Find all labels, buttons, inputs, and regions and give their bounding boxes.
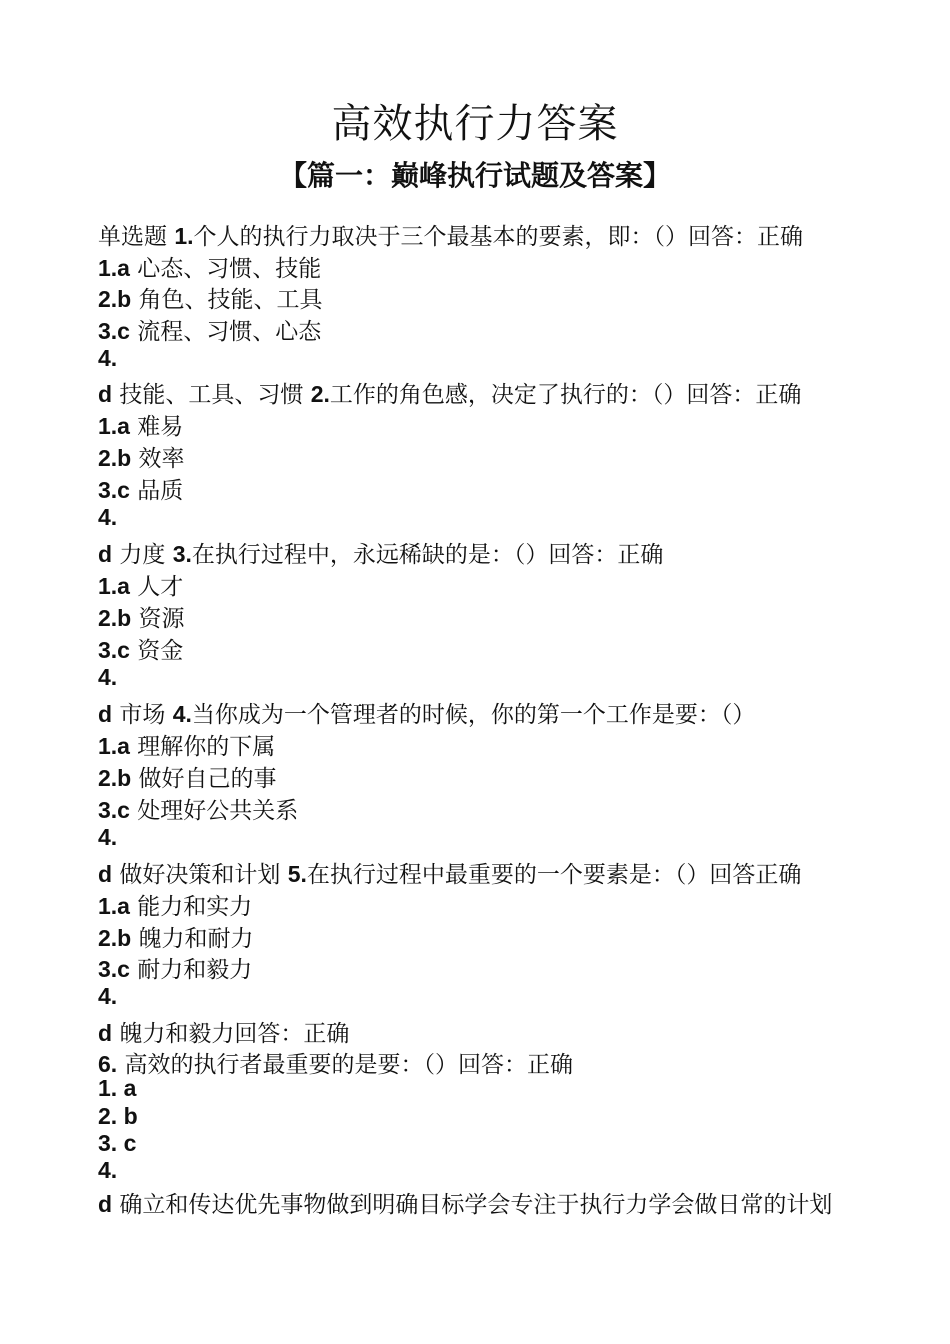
- text-line: [98, 856, 801, 889]
- text-line: [98, 1075, 136, 1102]
- text-line: [98, 1186, 832, 1219]
- line-marker: 3.c: [98, 637, 130, 663]
- line-marker: 4.: [98, 983, 118, 1009]
- text-line: [98, 472, 183, 505]
- question-text: 在执行过程中，永远稀缺的是：（）回答：正确: [191, 542, 664, 568]
- line-text: 确立和传达优先事物做到明确目标学会专注于执行力学会做日常的计划: [112, 1192, 833, 1218]
- text-line: [98, 1103, 138, 1130]
- line-marker: 2. b: [98, 1103, 138, 1129]
- text-line: [98, 600, 185, 633]
- line-marker: d: [98, 861, 113, 887]
- line-marker: 1.a: [98, 255, 130, 281]
- line-marker: 6.: [98, 1051, 118, 1077]
- line-marker: 1.a: [98, 573, 130, 599]
- text-line: [98, 504, 117, 531]
- line-text: 心态、习惯、技能: [129, 256, 322, 282]
- text-line: [98, 888, 252, 921]
- line-marker: 3.c: [98, 318, 130, 344]
- line-marker: 1.a: [98, 413, 130, 439]
- line-marker: d: [98, 701, 113, 727]
- line-marker: 2.b: [98, 445, 132, 471]
- line-text: 流程、习惯、心态: [129, 319, 322, 345]
- line-marker: 1.a: [98, 733, 130, 759]
- question-number: 4.: [172, 701, 192, 727]
- text-line: [98, 218, 803, 251]
- line-marker: 1.a: [98, 893, 130, 919]
- text-line: [98, 983, 117, 1010]
- question-text: 在执行过程中最重要的一个要素是：（）回答正确: [306, 862, 802, 888]
- line-marker: 4.: [98, 345, 118, 371]
- line-text: 耐力和毅力: [129, 957, 253, 983]
- line-marker: 3.c: [98, 477, 130, 503]
- text-line: [98, 568, 183, 601]
- text-line: [98, 345, 117, 372]
- line-text: 魄力和毅力回答：正确: [112, 1021, 350, 1047]
- line-text: 人才: [129, 574, 184, 600]
- line-marker: 1. a: [98, 1075, 137, 1101]
- question-text: 个人的执行力取决于三个最基本的要素，即：（）回答：正确: [193, 224, 803, 250]
- line-text: 难易: [129, 414, 184, 440]
- text-line: [98, 696, 755, 729]
- question-text: 当你成为一个管理者的时候，你的第一个工作是要：（）: [191, 702, 756, 728]
- line-marker: 3.c: [98, 797, 130, 823]
- text-line: [98, 1046, 573, 1079]
- line-marker: 2.b: [98, 765, 132, 791]
- text-line: [98, 824, 117, 851]
- line-marker: 3. c: [98, 1130, 137, 1156]
- line-marker: 4.: [98, 504, 118, 530]
- line-marker: d: [98, 541, 113, 567]
- line-text: 品质: [129, 478, 184, 504]
- question-number: 3.: [172, 541, 192, 567]
- text-line: [98, 250, 321, 283]
- text-line: [98, 313, 321, 346]
- line-text: 能力和实力: [129, 894, 253, 920]
- line-marker: 3.c: [98, 956, 130, 982]
- text-line: [98, 536, 663, 569]
- line-text: 做好决策和计划: [112, 862, 288, 888]
- line-text: 处理好公共关系: [129, 798, 299, 824]
- line-marker: d: [98, 1020, 113, 1046]
- line-marker: 4.: [98, 664, 118, 690]
- text-line: [98, 664, 117, 691]
- line-text: 角色、技能、工具: [131, 287, 323, 313]
- text-line: [98, 920, 254, 953]
- document-subtitle: 【篇一：巅峰执行试题及答案】: [278, 159, 671, 192]
- line-text: 做好自己的事: [131, 766, 277, 792]
- text-line: [98, 1130, 136, 1157]
- line-marker: 2.b: [98, 605, 132, 631]
- line-marker: 4.: [98, 1157, 118, 1183]
- text-line: [98, 376, 801, 409]
- question-text: 工作的角色感，决定了执行的：（）回答：正确: [329, 382, 802, 408]
- line-marker: d: [98, 1191, 113, 1217]
- question-number: 1.: [174, 223, 194, 249]
- text-line: [98, 728, 275, 761]
- text-line: [98, 632, 183, 665]
- line-marker: d: [98, 381, 113, 407]
- line-marker: 2.b: [98, 925, 132, 951]
- text-line: [98, 760, 277, 793]
- line-text: 资金: [129, 638, 184, 664]
- line-text: 理解你的下属: [129, 734, 276, 760]
- line-text: 魄力和耐力: [131, 926, 254, 952]
- line-text: 资源: [131, 606, 185, 632]
- text-line: [98, 951, 252, 984]
- text-line: [98, 1015, 349, 1048]
- text-line: [98, 281, 323, 314]
- line-marker: 2.b: [98, 286, 132, 312]
- line-text: 市场: [112, 702, 173, 728]
- question-number: 5.: [287, 861, 307, 887]
- line-text: 效率: [131, 446, 185, 472]
- document-title: 高效执行力答案: [331, 101, 619, 147]
- text-line: [98, 792, 298, 825]
- text-line: [98, 408, 183, 441]
- line-text: 力度: [112, 542, 173, 568]
- text-line: [98, 1157, 117, 1184]
- line-text: 单选题: [98, 224, 175, 250]
- line-marker: 4.: [98, 824, 118, 850]
- text-line: [98, 440, 185, 473]
- question-number: 2.: [310, 381, 330, 407]
- line-text: 技能、工具、习惯: [112, 382, 311, 408]
- line-text: 高效的执行者最重要的是要：（）回答：正确: [117, 1052, 573, 1078]
